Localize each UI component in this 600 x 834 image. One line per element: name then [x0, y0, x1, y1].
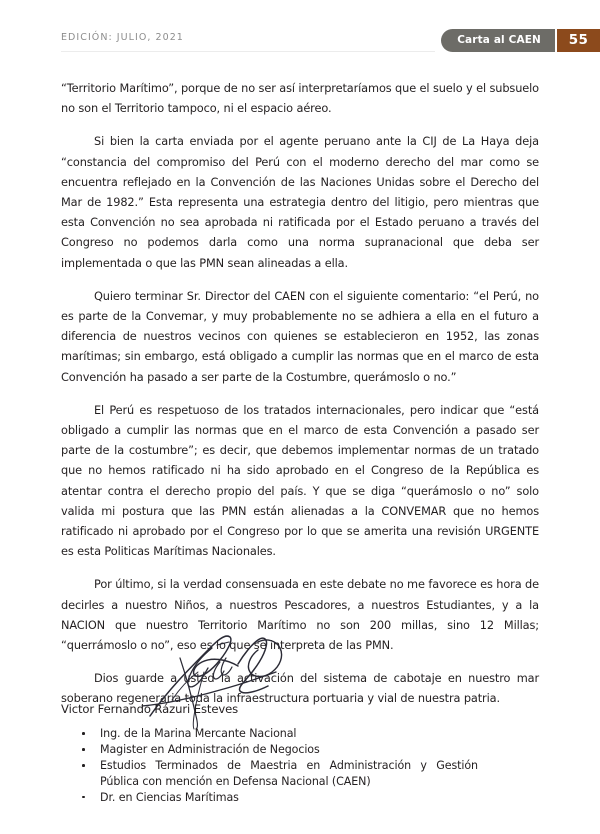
- credential-item: [78, 742, 478, 758]
- credential-text: Estudios Terminados de Maestria en Administración y Gestión Pública con mención en Defensa Nacional (CAEN): [100, 759, 478, 788]
- section-badge-label: Carta al CAEN: [457, 34, 541, 47]
- credentials-list: [78, 726, 478, 806]
- page-header: [0, 0, 600, 62]
- credential-text: Ing. de la Marina Mercante Nacional: [100, 727, 297, 740]
- bullet-icon: [82, 748, 85, 751]
- edition-label: EDICIÓN: JULIO, 2021: [61, 32, 184, 43]
- body-paragraph: Dios guarde a usted la activación del sistema de cabotaje en nuestro mar soberano regeneraria toda la infraestructura portuaria y vial de nuestra patria.: [61, 671, 539, 706]
- credential-item: [78, 758, 478, 789]
- bullet-icon: [82, 796, 85, 799]
- credential-text: Magister en Administración de Negocios: [100, 743, 320, 756]
- body-paragraph: Por último, si la verdad consensuada en este debate no me favorece es hora de decirles a nuestro Niños, a nuestros Pescadores, a nuestros Estudiantes, y a la NACION que nuestro Territorio Marítimo no son 200 millas, sino 12 Millas; “querrámoslo o no”, eso es lo que se interpreta de las PMN.: [61, 577, 539, 653]
- document-body: [61, 78, 539, 722]
- credential-item: [78, 726, 478, 742]
- body-paragraph: Quiero terminar Sr. Director del CAEN con el siguiente comentario: “el Perú, no es parte de la Convemar, y muy probablemente no se adhiera a ella en el futuro a diferencia de nuestros vecinos con quienes se establecieron en 1952, las zonas marítimas; sin embargo, está obligado a cumplir las normas que en el marco de esta Convención ha pasado a ser parte de la Costumbre, querámoslo o no.”: [61, 288, 539, 384]
- credential-text: Dr. en Ciencias Marítimas: [100, 790, 239, 804]
- bullet-icon: [82, 732, 85, 735]
- page-number-badge: [557, 29, 600, 52]
- body-paragraph: El Perú es respetuoso de los tratados internacionales, pero indicar que “está obligado a cumplir las normas que en el marco de esta Convención a pasado ser parte de la costumbre”; es decir, que debemos implementar normas de un tratado que no hemos ratificado ni ha sido aprobado en el Congreso de la República es atentar contra el derecho propio del país. Y que se diga “querámoslo o no” solo valida mi postura que las PMN están alienadas a la CONVEMAR que no hemos ratificado ni aprobado por el Congreso por lo que se amerita una revisión URGENTE es esta Politicas Marítimas Nacionales.: [61, 402, 539, 559]
- header-divider: [61, 51, 435, 52]
- body-paragraph: Si bien la carta enviada por el agente peruano ante la CIJ de La Haya deja “constancia del compromiso del Perú con el moderno derecho del mar como se encuentra reflejado en la Convención de las Naciones Unidas sobre el Derecho del Mar de 1982.” Esta representa una estrategia dentro del litigio, pero mientras que esta Convención no sea aprobada ni ratificada por el Estado peruano a través del Congreso no podemos darla como una norma supranacional que deba ser implementada o que las PMN sean alineadas a ella.: [61, 134, 539, 270]
- page-number-label: 55: [568, 31, 589, 48]
- signer-name: Victor Fernando Rázuri Esteves: [61, 702, 239, 716]
- section-badge: [441, 29, 555, 52]
- body-paragraph: “Territorio Marítimo”, porque de no ser así interpretaríamos que el suelo y el subsuelo no son el Territorio tampoco, ni el espacio aéreo.: [61, 81, 539, 116]
- bullet-icon: [82, 764, 85, 767]
- credential-item: [78, 790, 478, 806]
